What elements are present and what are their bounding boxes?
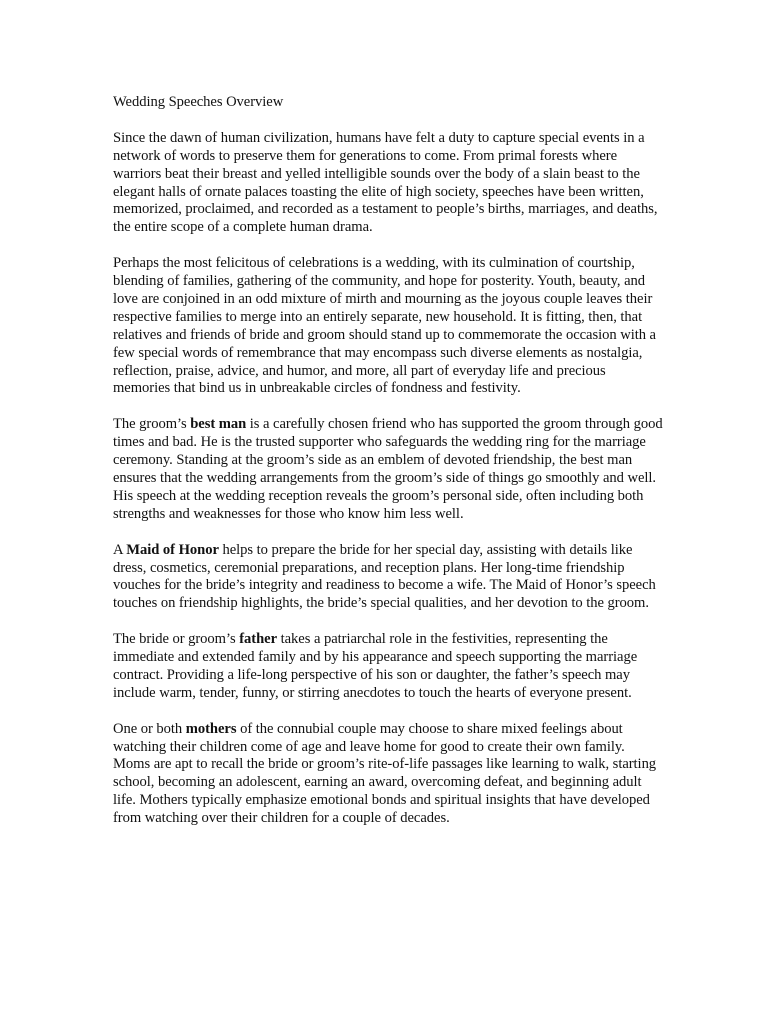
- maid-of-honor-text-after: helps to prepare the bride for her special day, assisting with details like dress, cosmetics, ceremonial preparations, and reception plans. Her long-time friendship vouches for the bride’s integrity and readiness to become a wife. The Maid of Honor’s speech touches on friendship highlights, the bride’s special qualities, and her devotion to the groom.: [113, 541, 656, 612]
- mothers-text-after: of the connubial couple may choose to share mixed feelings about watching their children come of age and leave home for good to create their own family. Moms are apt to recall the bride or groom’s rite-of-life passages like learning to walk, starting school, becoming an adolescent, earning an award, overcoming defeat, and beginning adult life. Mothers typically emphasize emotional bonds and spiritual insights that have developed from watching over their children for a couple of decades.: [113, 720, 657, 827]
- document-title: Wedding Speeches Overview: [113, 94, 284, 110]
- mothers-text-before: One or both: [113, 720, 186, 737]
- mothers-term: mothers: [185, 720, 237, 737]
- paragraph-maid-of-honor: [113, 542, 663, 614]
- best-man-term: best man: [190, 416, 247, 433]
- best-man-text-before: The groom’s: [113, 416, 191, 433]
- document-page: [113, 94, 663, 846]
- father-text-after: takes a patriarchal role in the festivities, representing the immediate and extended family and by his appearance and speech supporting the marriage contract. Providing a life-long perspective of his son or daughter, the father’s speech may include warm, tender, funny, or stirring anecdotes to touch the hearts of everyone present.: [113, 631, 638, 701]
- paragraph-mothers: [113, 721, 663, 828]
- paragraph-intro: Since the dawn of human civilization, humans have felt a duty to capture special events in a network of words to preserve them for generations to come. From primal forests where warriors beat their breast and yelled intelligible sounds over the body of a slain beast to the elegant halls of ornate palaces toasting the elite of high society, speeches have been written, memorized, proclaimed, and recorded as a testament to people’s births, marriages, and deaths, the entire scope of a complete human drama.: [113, 129, 658, 236]
- father-term: father: [239, 631, 278, 648]
- father-text-before: The bride or groom’s: [113, 631, 240, 648]
- maid-of-honor-text-before: A: [113, 541, 127, 558]
- paragraph-best-man: [113, 416, 663, 523]
- maid-of-honor-term: Maid of Honor: [126, 541, 219, 558]
- paragraph-father: [113, 631, 663, 703]
- paragraph-celebration: Perhaps the most felicitous of celebrations is a wedding, with its culmination of courtship, blending of families, gathering of the community, and hope for posterity. Youth, beauty, and love are conjoined in an odd mixture of mirth and mourning as the joyous couple leaves their respective families to merge into an entirely separate, new household. It is fitting, then, that relatives and friends of bride and groom should stand up to commemorate the occasion with a few special words of remembrance that may encompass such diverse elements as nostalgia, reflection, praise, advice, and humor, and more, all part of everyday life and precious memories that bind us in unbreakable circles of fondness and festivity.: [113, 255, 656, 397]
- best-man-text-after: is a carefully chosen friend who has supported the groom through good times and bad. He is the trusted supporter who safeguards the wedding ring for the marriage ceremony. Standing at the groom’s side as an emblem of devoted friendship, the best man ensures that the wedding arrangements from the groom’s side of things go smoothly and well. His speech at the wedding reception reveals the groom’s personal side, often including both strengths and weaknesses for those who know him less well.: [113, 416, 663, 522]
